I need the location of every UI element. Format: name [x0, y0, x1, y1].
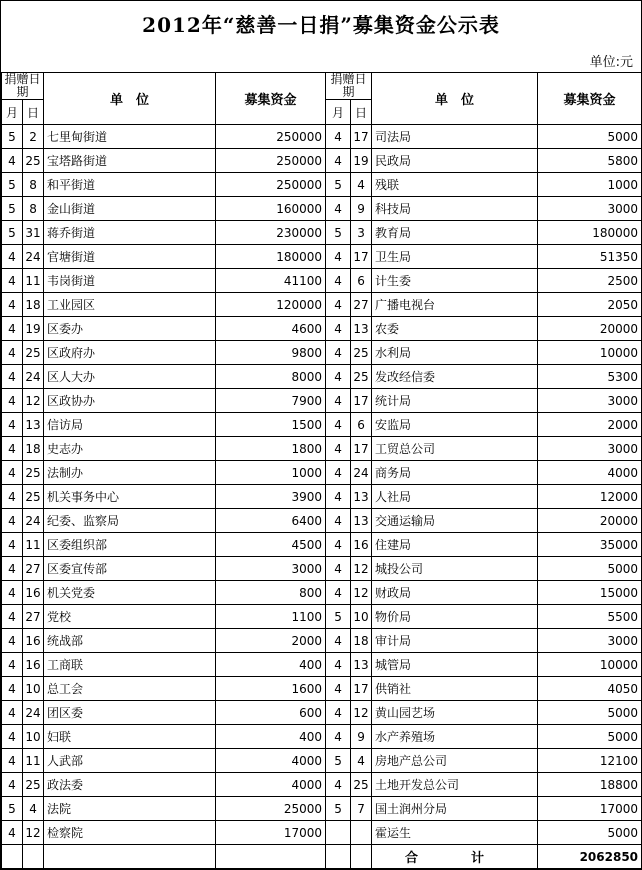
table-row: [2, 269, 642, 293]
left-amount-cell: 3900: [216, 485, 326, 509]
right-month-cell: 5: [326, 749, 351, 773]
left-day-cell: 13: [23, 413, 44, 437]
left-unit-name-cell: 检察院: [44, 821, 216, 845]
right-unit-name-cell: 水利局: [372, 341, 538, 365]
table-row: [2, 581, 642, 605]
right-amount-cell: 180000: [538, 221, 642, 245]
right-day-cell: 3: [351, 221, 372, 245]
left-unit-name-cell: 韦岗街道: [44, 269, 216, 293]
left-day-cell: 18: [23, 293, 44, 317]
left-amount-cell: 4000: [216, 749, 326, 773]
left-unit-name-cell: 七里甸街道: [44, 125, 216, 149]
right-amount-cell: 51350: [538, 245, 642, 269]
table-row: [2, 149, 642, 173]
left-unit-name-cell: 区委组织部: [44, 533, 216, 557]
table-row: [2, 197, 642, 221]
left-day-cell: 11: [23, 269, 44, 293]
right-day-cell: 9: [351, 725, 372, 749]
right-month-cell: 4: [326, 629, 351, 653]
table-row: [2, 725, 642, 749]
left-month-cell: 4: [2, 773, 23, 797]
left-amount-cell: 1500: [216, 413, 326, 437]
right-day-cell: 17: [351, 245, 372, 269]
right-amount-cell: 4000: [538, 461, 642, 485]
right-unit-name-cell: 农委: [372, 317, 538, 341]
right-unit-name-cell: 人社局: [372, 485, 538, 509]
right-amount-cell: 5000: [538, 125, 642, 149]
right-day-cell: 7: [351, 797, 372, 821]
donation-table: [1, 72, 642, 869]
right-day-cell: 12: [351, 557, 372, 581]
right-month-cell: 4: [326, 317, 351, 341]
left-amount-cell: 160000: [216, 197, 326, 221]
left-day-cell: 24: [23, 245, 44, 269]
right-day-cell: 17: [351, 389, 372, 413]
left-month-cell: 5: [2, 173, 23, 197]
left-day-cell: 8: [23, 173, 44, 197]
left-month-cell: 4: [2, 749, 23, 773]
right-amount-cell: 10000: [538, 653, 642, 677]
right-month-cell: 5: [326, 173, 351, 197]
right-day-cell: 12: [351, 581, 372, 605]
left-amount-cell: 1600: [216, 677, 326, 701]
right-day-cell: 25: [351, 365, 372, 389]
right-month-cell: 4: [326, 389, 351, 413]
right-day-cell: 13: [351, 509, 372, 533]
right-amount-cell: 20000: [538, 317, 642, 341]
right-unit-name-cell: 民政局: [372, 149, 538, 173]
right-month-cell: 4: [326, 461, 351, 485]
left-unit-name-cell: 人武部: [44, 749, 216, 773]
left-day-cell: 27: [23, 557, 44, 581]
table-row: [2, 317, 642, 341]
left-amount-cell: 250000: [216, 125, 326, 149]
right-day-cell: 25: [351, 773, 372, 797]
right-day-cell: 17: [351, 437, 372, 461]
right-unit-name-cell: 司法局: [372, 125, 538, 149]
right-day-cell: 25: [351, 341, 372, 365]
left-month-cell: 4: [2, 677, 23, 701]
left-month-cell: 4: [2, 413, 23, 437]
right-unit-name-cell: 统计局: [372, 389, 538, 413]
right-unit-name-cell: 水产养殖场: [372, 725, 538, 749]
right-amount-cell: 15000: [538, 581, 642, 605]
left-month-cell: 4: [2, 653, 23, 677]
left-unit-name-cell: 政法委: [44, 773, 216, 797]
right-month-cell: 4: [326, 197, 351, 221]
left-amount-cell: 41100: [216, 269, 326, 293]
right-month-cell: 4: [326, 125, 351, 149]
right-month-cell: 4: [326, 365, 351, 389]
left-month-cell: 4: [2, 461, 23, 485]
right-unit-name-cell: 国土润州分局: [372, 797, 538, 821]
left-amount-cell: 4000: [216, 773, 326, 797]
table-row: [2, 749, 642, 773]
table-row: [2, 413, 642, 437]
left-month-cell: 4: [2, 581, 23, 605]
table-row: [2, 221, 642, 245]
right-amount-cell: 5300: [538, 365, 642, 389]
left-unit-name-cell: 工商联: [44, 653, 216, 677]
left-month-cell: 5: [2, 797, 23, 821]
right-month-cell: 4: [326, 485, 351, 509]
left-amount-cell: 9800: [216, 341, 326, 365]
left-amount-cell: 8000: [216, 365, 326, 389]
right-month-cell: 4: [326, 341, 351, 365]
left-unit-name-cell: 法院: [44, 797, 216, 821]
left-unit-name-cell: 团区委: [44, 701, 216, 725]
table-row: [2, 485, 642, 509]
right-amount-cell: 4050: [538, 677, 642, 701]
right-amount-cell: 3000: [538, 197, 642, 221]
right-unit-name-cell: 土地开发总公司: [372, 773, 538, 797]
right-day-cell: 18: [351, 629, 372, 653]
left-month-cell: 4: [2, 341, 23, 365]
right-unit-name-cell: 计生委: [372, 269, 538, 293]
left-day-cell: 25: [23, 341, 44, 365]
left-month-cell: 4: [2, 701, 23, 725]
total-value: 2062850: [538, 845, 642, 869]
left-unit-name-cell: 纪委、监察局: [44, 509, 216, 533]
left-month-cell: 4: [2, 557, 23, 581]
table-row: [2, 293, 642, 317]
right-unit-name-cell: 霍运生: [372, 821, 538, 845]
right-amount-cell: 2000: [538, 413, 642, 437]
table-row: [2, 653, 642, 677]
left-amount-cell: 3000: [216, 557, 326, 581]
left-unit-name-cell: 区委办: [44, 317, 216, 341]
left-amount-cell: 230000: [216, 221, 326, 245]
left-unit-name-cell: 机关党委: [44, 581, 216, 605]
left-unit-name-cell: 蒋乔街道: [44, 221, 216, 245]
right-day-cell: [351, 821, 372, 845]
right-unit-name-cell: 城投公司: [372, 557, 538, 581]
left-day-cell: 25: [23, 149, 44, 173]
left-amount-cell: 400: [216, 725, 326, 749]
left-day-cell: 18: [23, 437, 44, 461]
table-row: [2, 773, 642, 797]
right-unit-name-cell: 财政局: [372, 581, 538, 605]
right-amount-cell: 3000: [538, 437, 642, 461]
left-unit-name-cell: 宝塔路街道: [44, 149, 216, 173]
right-amount-cell: 3000: [538, 629, 642, 653]
right-unit-name-cell: 工贸总公司: [372, 437, 538, 461]
day-header-right: 日: [351, 100, 372, 125]
month-header-right: 月: [326, 100, 351, 125]
left-day-cell: 4: [23, 797, 44, 821]
right-month-cell: 4: [326, 653, 351, 677]
right-month-cell: 5: [326, 221, 351, 245]
right-amount-cell: 12000: [538, 485, 642, 509]
right-amount-cell: 5000: [538, 821, 642, 845]
left-day-cell: 24: [23, 701, 44, 725]
left-amount-cell: 400: [216, 653, 326, 677]
left-unit-name-cell: 区人大办: [44, 365, 216, 389]
left-amount-cell: 600: [216, 701, 326, 725]
right-amount-cell: 18800: [538, 773, 642, 797]
right-unit-name-cell: 科技局: [372, 197, 538, 221]
table-row: [2, 173, 642, 197]
left-amount-cell: 1100: [216, 605, 326, 629]
right-unit-name-cell: 安监局: [372, 413, 538, 437]
left-unit-name-cell: 信访局: [44, 413, 216, 437]
left-day-cell: 12: [23, 821, 44, 845]
right-month-cell: 4: [326, 509, 351, 533]
right-amount-cell: 17000: [538, 797, 642, 821]
right-day-cell: 17: [351, 125, 372, 149]
right-day-cell: 9: [351, 197, 372, 221]
left-unit-name-cell: 官塘街道: [44, 245, 216, 269]
right-month-cell: 4: [326, 701, 351, 725]
left-day-cell: 31: [23, 221, 44, 245]
left-day-cell: 12: [23, 389, 44, 413]
right-unit-name-cell: 物价局: [372, 605, 538, 629]
left-day-cell: 25: [23, 461, 44, 485]
right-day-cell: 19: [351, 149, 372, 173]
left-month-cell: 4: [2, 629, 23, 653]
left-unit-name-cell: 区政协办: [44, 389, 216, 413]
table-row: [2, 509, 642, 533]
right-month-cell: 4: [326, 269, 351, 293]
left-month-cell: 4: [2, 509, 23, 533]
day-header-left: 日: [23, 100, 44, 125]
right-month-cell: 4: [326, 677, 351, 701]
right-amount-cell: 20000: [538, 509, 642, 533]
right-month-cell: 4: [326, 413, 351, 437]
right-month-cell: 4: [326, 725, 351, 749]
empty-cell: [326, 845, 351, 869]
right-month-cell: 5: [326, 797, 351, 821]
date-group-header-right: 捐赠日期: [326, 73, 372, 100]
right-unit-name-cell: 发改经信委: [372, 365, 538, 389]
right-day-cell: 4: [351, 749, 372, 773]
left-unit-name-cell: 党校: [44, 605, 216, 629]
right-day-cell: 13: [351, 317, 372, 341]
total-row: [2, 845, 642, 869]
right-amount-cell: 35000: [538, 533, 642, 557]
left-amount-cell: 4600: [216, 317, 326, 341]
right-month-cell: 4: [326, 581, 351, 605]
right-amount-cell: 2500: [538, 269, 642, 293]
right-unit-name-cell: 黄山园艺场: [372, 701, 538, 725]
table-row: [2, 365, 642, 389]
left-amount-cell: 7900: [216, 389, 326, 413]
unit-name-header-right: 单 位: [372, 73, 538, 125]
right-unit-name-cell: 供销社: [372, 677, 538, 701]
table-row: [2, 701, 642, 725]
right-amount-cell: 12100: [538, 749, 642, 773]
empty-cell: [44, 845, 216, 869]
left-day-cell: 11: [23, 533, 44, 557]
empty-cell: [351, 845, 372, 869]
left-day-cell: 25: [23, 773, 44, 797]
right-month-cell: 4: [326, 245, 351, 269]
left-month-cell: 4: [2, 389, 23, 413]
right-day-cell: 12: [351, 701, 372, 725]
left-amount-cell: 250000: [216, 173, 326, 197]
right-month-cell: 4: [326, 773, 351, 797]
left-month-cell: 4: [2, 605, 23, 629]
left-month-cell: 4: [2, 317, 23, 341]
page-title: 2012年“慈善一日捐”募集资金公示表: [142, 13, 500, 37]
table-row: [2, 557, 642, 581]
table-row: [2, 125, 642, 149]
left-amount-cell: 800: [216, 581, 326, 605]
right-unit-name-cell: 卫生局: [372, 245, 538, 269]
table-row: [2, 437, 642, 461]
left-day-cell: 2: [23, 125, 44, 149]
left-month-cell: 4: [2, 269, 23, 293]
table-row: [2, 461, 642, 485]
left-day-cell: 16: [23, 629, 44, 653]
right-day-cell: 6: [351, 413, 372, 437]
right-unit-name-cell: 住建局: [372, 533, 538, 557]
right-month-cell: 4: [326, 149, 351, 173]
left-month-cell: 4: [2, 533, 23, 557]
month-header-left: 月: [2, 100, 23, 125]
left-unit-name-cell: 总工会: [44, 677, 216, 701]
left-day-cell: 10: [23, 725, 44, 749]
left-month-cell: 4: [2, 245, 23, 269]
left-amount-cell: 120000: [216, 293, 326, 317]
left-amount-cell: 1000: [216, 461, 326, 485]
right-day-cell: 16: [351, 533, 372, 557]
right-amount-cell: 5800: [538, 149, 642, 173]
left-unit-name-cell: 法制办: [44, 461, 216, 485]
left-month-cell: 4: [2, 485, 23, 509]
table-row: [2, 245, 642, 269]
right-month-cell: [326, 821, 351, 845]
right-unit-name-cell: 商务局: [372, 461, 538, 485]
right-amount-cell: 5000: [538, 557, 642, 581]
right-amount-cell: 5000: [538, 725, 642, 749]
amount-header-left: 募集资金: [216, 73, 326, 125]
date-group-header-left: 捐赠日期: [2, 73, 44, 100]
empty-cell: [2, 845, 23, 869]
right-amount-cell: 2050: [538, 293, 642, 317]
left-day-cell: 24: [23, 509, 44, 533]
right-month-cell: 5: [326, 605, 351, 629]
table-row: [2, 821, 642, 845]
left-unit-name-cell: 机关事务中心: [44, 485, 216, 509]
left-day-cell: 16: [23, 653, 44, 677]
right-unit-name-cell: 残联: [372, 173, 538, 197]
table-row: [2, 677, 642, 701]
left-month-cell: 4: [2, 149, 23, 173]
table-row: [2, 797, 642, 821]
left-unit-name-cell: 工业园区: [44, 293, 216, 317]
right-day-cell: 17: [351, 677, 372, 701]
left-day-cell: 24: [23, 365, 44, 389]
left-month-cell: 4: [2, 365, 23, 389]
right-unit-name-cell: 审计局: [372, 629, 538, 653]
right-amount-cell: 5500: [538, 605, 642, 629]
right-unit-name-cell: 城管局: [372, 653, 538, 677]
left-month-cell: 5: [2, 221, 23, 245]
empty-cell: [216, 845, 326, 869]
left-day-cell: 10: [23, 677, 44, 701]
right-month-cell: 4: [326, 533, 351, 557]
right-amount-cell: 5000: [538, 701, 642, 725]
left-day-cell: 16: [23, 581, 44, 605]
right-amount-cell: 3000: [538, 389, 642, 413]
right-month-cell: 4: [326, 557, 351, 581]
left-month-cell: 4: [2, 725, 23, 749]
table-body: [2, 125, 642, 845]
left-unit-name-cell: 统战部: [44, 629, 216, 653]
left-day-cell: 8: [23, 197, 44, 221]
right-unit-name-cell: 房地产总公司: [372, 749, 538, 773]
table-row: [2, 341, 642, 365]
right-day-cell: 13: [351, 485, 372, 509]
left-day-cell: 27: [23, 605, 44, 629]
left-amount-cell: 1800: [216, 437, 326, 461]
right-month-cell: 4: [326, 437, 351, 461]
unit-label: 单位:元: [589, 55, 633, 70]
left-month-cell: 4: [2, 293, 23, 317]
left-unit-name-cell: 区政府办: [44, 341, 216, 365]
right-day-cell: 4: [351, 173, 372, 197]
right-amount-cell: 10000: [538, 341, 642, 365]
left-unit-name-cell: 妇联: [44, 725, 216, 749]
right-unit-name-cell: 教育局: [372, 221, 538, 245]
table-row: [2, 389, 642, 413]
table-row: [2, 605, 642, 629]
left-unit-name-cell: 史志办: [44, 437, 216, 461]
left-month-cell: 4: [2, 821, 23, 845]
left-amount-cell: 6400: [216, 509, 326, 533]
empty-cell: [23, 845, 44, 869]
left-day-cell: 25: [23, 485, 44, 509]
right-day-cell: 6: [351, 269, 372, 293]
right-day-cell: 10: [351, 605, 372, 629]
left-amount-cell: 25000: [216, 797, 326, 821]
table-row: [2, 533, 642, 557]
amount-header-right: 募集资金: [538, 73, 642, 125]
left-unit-name-cell: 金山街道: [44, 197, 216, 221]
left-day-cell: 11: [23, 749, 44, 773]
right-day-cell: 13: [351, 653, 372, 677]
unit-name-header-left: 单 位: [44, 73, 216, 125]
right-day-cell: 24: [351, 461, 372, 485]
right-amount-cell: 1000: [538, 173, 642, 197]
right-month-cell: 4: [326, 293, 351, 317]
right-unit-name-cell: 交通运输局: [372, 509, 538, 533]
left-month-cell: 5: [2, 125, 23, 149]
left-amount-cell: 4500: [216, 533, 326, 557]
left-month-cell: 5: [2, 197, 23, 221]
left-amount-cell: 2000: [216, 629, 326, 653]
left-day-cell: 19: [23, 317, 44, 341]
left-amount-cell: 250000: [216, 149, 326, 173]
total-label: 合 计: [372, 845, 538, 869]
right-day-cell: 27: [351, 293, 372, 317]
left-unit-name-cell: 和平街道: [44, 173, 216, 197]
left-month-cell: 4: [2, 437, 23, 461]
table-row: [2, 629, 642, 653]
right-unit-name-cell: 广播电视台: [372, 293, 538, 317]
left-amount-cell: 180000: [216, 245, 326, 269]
left-unit-name-cell: 区委宣传部: [44, 557, 216, 581]
left-amount-cell: 17000: [216, 821, 326, 845]
